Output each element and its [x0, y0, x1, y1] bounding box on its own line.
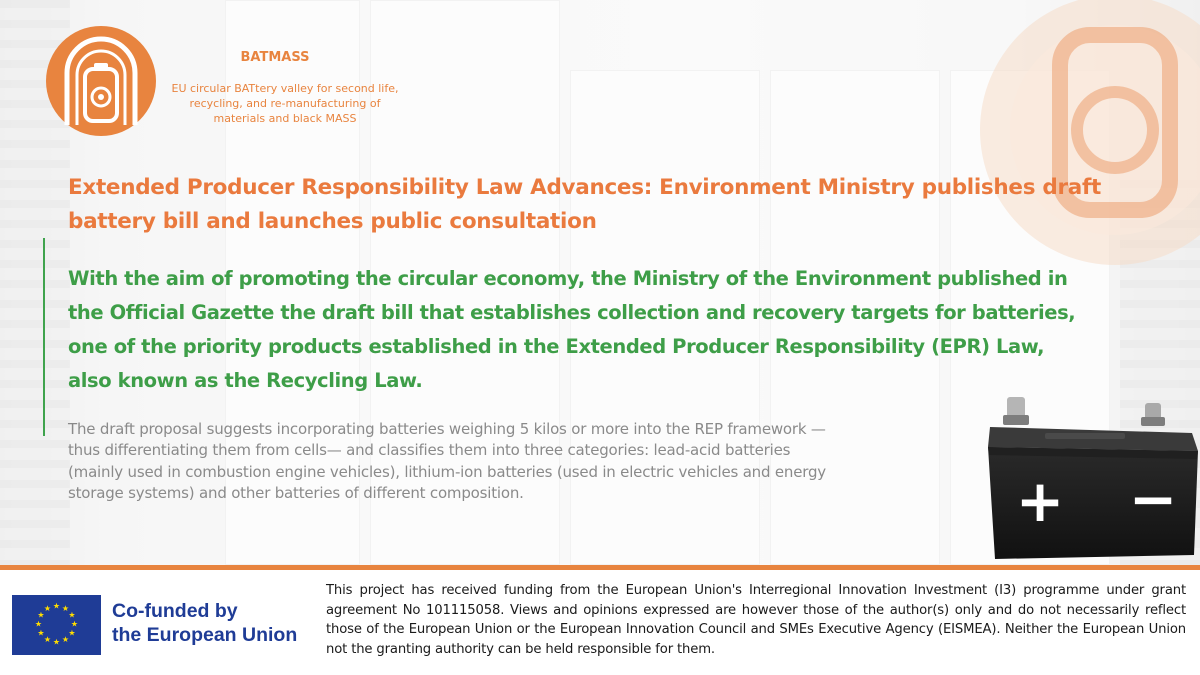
- svg-text:★: ★: [43, 635, 52, 644]
- brand-name: BATMASS: [240, 50, 310, 65]
- article-body: The draft proposal suggests incorporating batteries weighing 5 kilos or more into the REP framework —thus differentiating them from cells— and classifies them into three categories: lead-acid batteries (mainly used in combustion engine vehicles), lithium-ion batteries (used in electric vehicles and energy storage systems) and other batteries of different composition.: [68, 420, 826, 502]
- minus-symbol: −: [1128, 465, 1178, 533]
- svg-text:★: ★: [68, 628, 76, 638]
- eu-label-line2: the European Union: [112, 624, 298, 646]
- svg-text:★: ★: [70, 619, 79, 629]
- svg-text:★: ★: [61, 635, 70, 644]
- svg-text:★: ★: [37, 628, 45, 638]
- svg-text:★: ★: [34, 619, 43, 629]
- funding-disclaimer: This project has received funding from the European Union's Interregional Innovation Investment (I3) programme under grant agreement No 101115058. Views and opinions expressed are however those of the author(s) only and do not necessarily reflect those of the European Union or the European Innovation Council and SMEs Executive Agency (EISMEA). Neither the European Union not the granting authority can be held responsible for them.: [326, 583, 1186, 657]
- accent-divider: [43, 238, 45, 436]
- svg-text:★: ★: [61, 604, 70, 613]
- svg-text:★: ★: [37, 610, 45, 620]
- svg-text:★: ★: [68, 610, 76, 620]
- brand-description: EU circular BATtery valley for second life, recycling, and re-manufacturing of materials and black MASS: [171, 82, 399, 125]
- eu-cofunded-label: [112, 599, 312, 647]
- article-headline: Extended Producer Responsibility Law Advances: Environment Ministry publishes draft battery bill and launches public consultation: [68, 175, 1102, 234]
- article-lede: With the aim of promoting the circular economy, the Ministry of the Environment published in the Official Gazette the draft bill that establishes collection and recovery targets for batteries, one of the priority products established in the Extended Producer Responsibility (EPR) Law, also known as the Recycling Law.: [68, 267, 1076, 392]
- svg-text:★: ★: [52, 637, 61, 647]
- plus-symbol: +: [1015, 467, 1065, 535]
- svg-text:★: ★: [52, 601, 61, 611]
- car-battery-icon: [985, 395, 1200, 563]
- batmass-logo-icon: [45, 25, 157, 137]
- eu-flag-icon: [12, 595, 101, 655]
- eu-label-line1: Co-funded by: [112, 600, 238, 622]
- svg-text:★: ★: [43, 604, 52, 613]
